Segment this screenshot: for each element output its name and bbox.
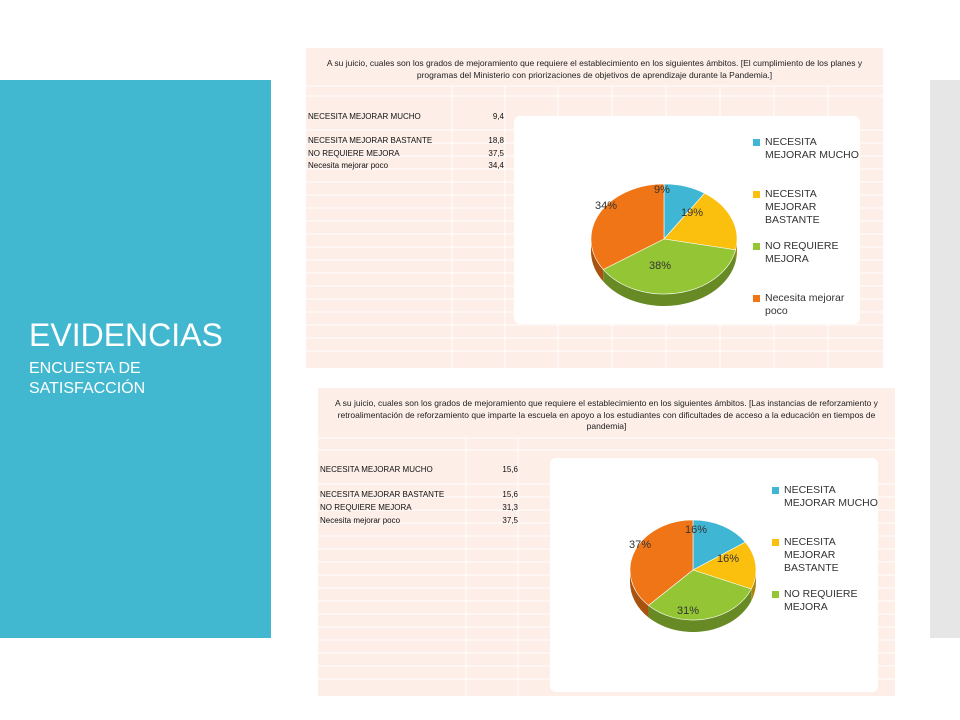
legend-label: NECESITA MEJORAR MUCHO: [784, 484, 878, 509]
row-value: 9,4: [492, 112, 504, 121]
row-label: NECESITA MEJORAR MUCHO: [320, 465, 433, 474]
slide-subtitle: ENCUESTA DE SATISFACCIÓN: [29, 360, 146, 397]
pie-data-label: 37%: [628, 539, 652, 551]
question-text: A su juicio, cuales son los grados de mejoramiento que requiere el establecimiento en los siguientes ámbitos. [El cumplimiento de los planes y programas del Ministerio con priorizaciones de objetivos de aprendizaje durante la Pandemia.]: [326, 58, 863, 80]
legend-swatch: [753, 295, 760, 302]
row-label: NO REQUIERE MEJORA: [308, 149, 400, 158]
legend-swatch: [772, 539, 779, 546]
pie-data-label: 31%: [676, 605, 700, 617]
pie-chart-1: [514, 116, 860, 324]
row-value: 15,6: [502, 465, 518, 474]
legend-label: NECESITA MEJORAR BASTANTE: [784, 536, 839, 574]
legend-label: NECESITA MEJORAR BASTANTE: [765, 188, 820, 226]
row-label: NECESITA MEJORAR BASTANTE: [308, 136, 433, 145]
row-value: 18,8: [488, 136, 504, 145]
pie-data-label: 38%: [648, 260, 672, 272]
pie-data-label: 16%: [684, 524, 708, 536]
spreadsheet-2: [318, 388, 895, 696]
row-value: 31,3: [502, 503, 518, 512]
right-scroll-bar: [930, 80, 960, 638]
pie-chart-2: [550, 458, 878, 692]
pie-data-label: 9%: [654, 184, 670, 196]
row-label: NECESITA MEJORAR MUCHO: [308, 112, 421, 121]
row-value: 15,6: [502, 490, 518, 499]
legend-swatch: [772, 591, 779, 598]
slide-title: EVIDENCIAS: [29, 317, 223, 353]
row-label: Necesita mejorar poco: [320, 516, 401, 525]
legend-swatch: [753, 191, 760, 198]
pie-data-label: 16%: [716, 553, 740, 565]
row-value: 34,4: [488, 161, 504, 170]
pie-data-label: 19%: [680, 207, 704, 219]
legend-swatch: [753, 243, 760, 250]
row-label: NO REQUIERE MEJORA: [320, 503, 412, 512]
legend-swatch: [753, 139, 760, 146]
row-label: NECESITA MEJORAR BASTANTE: [320, 490, 445, 499]
legend-swatch: [772, 487, 779, 494]
row-label: Necesita mejorar poco: [308, 161, 389, 170]
legend-label: NO REQUIERE MEJORA: [784, 588, 858, 613]
row-value: 37,5: [502, 516, 518, 525]
pie-data-label: 34%: [594, 200, 618, 212]
question-text: A su juicio, cuales son los grados de mejoramiento que requiere el establecimiento en los siguientes ámbitos. [Las instancias de reforzamiento y retroalimentación de reforzamiento que imparte la escuela en apoyo a los estudiantes con dificultades de acceso a la educación en tiempos de pandemia]: [335, 398, 878, 431]
legend-label: NECESITA MEJORAR MUCHO: [765, 136, 859, 161]
row-value: 37,5: [488, 149, 504, 158]
legend-label: NO REQUIERE MEJORA: [765, 240, 839, 265]
legend-label: Necesita mejorar poco: [765, 292, 845, 317]
spreadsheet-1: [306, 48, 883, 368]
